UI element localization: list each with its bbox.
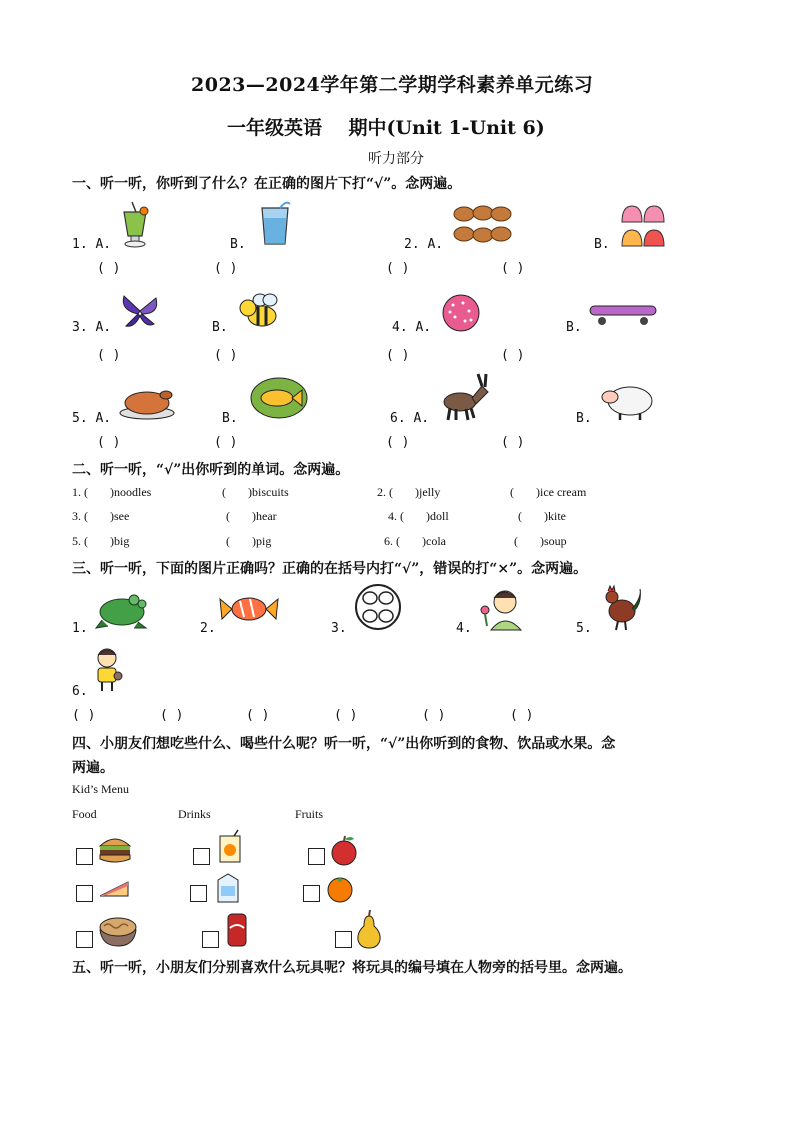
pear-picture — [356, 910, 382, 950]
water-picture — [258, 200, 292, 246]
sheep-picture — [600, 381, 654, 421]
word-item: ( )pig — [226, 534, 272, 548]
cola-picture — [226, 912, 248, 948]
juice-box-picture — [216, 830, 244, 864]
answer-bracket[interactable]: ( ) — [160, 708, 184, 723]
hamburger-checkbox[interactable] — [76, 848, 93, 865]
section-2-heading: 二、听一听，“√”出你听到的单词。念两遍。 — [72, 462, 350, 478]
word-item: 6. ( )cola — [384, 534, 446, 548]
bee-picture — [238, 290, 282, 330]
s3-label: 6. — [72, 684, 88, 699]
fish-picture — [250, 376, 308, 420]
q2-b-label: B. — [594, 237, 610, 252]
q5-a-label: 5. A. — [72, 411, 112, 426]
word-item: 5. ( )big — [72, 534, 130, 548]
boy-smelling-flower-picture — [477, 586, 523, 632]
word-item: 4. ( )doll — [388, 509, 449, 523]
chicken-picture — [118, 385, 176, 421]
answer-bracket[interactable]: ( ) — [510, 708, 534, 723]
butterfly-picture — [120, 292, 160, 330]
word-item: 1. ( )noodles — [72, 485, 152, 499]
q4-b-label: B. — [566, 320, 582, 335]
word-item: ( )kite — [518, 509, 566, 523]
candy-picture — [220, 591, 278, 627]
noodles-picture — [98, 914, 138, 948]
page-title: 2023—2024学年第二学期学科素养单元练习 — [191, 74, 594, 96]
answer-bracket[interactable]: ( ) — [386, 261, 410, 276]
answer-bracket[interactable]: ( ) — [501, 261, 525, 276]
pear-checkbox[interactable] — [335, 931, 352, 948]
word-item: ( )soup — [514, 534, 567, 548]
skateboard-picture — [588, 302, 658, 328]
answer-bracket[interactable]: ( ) — [214, 348, 238, 363]
cake-checkbox[interactable] — [76, 885, 93, 902]
s3-label: 1. — [72, 621, 88, 636]
word-item: 2. ( )jelly — [377, 485, 441, 499]
word-item: ( )hear — [226, 509, 277, 523]
section-3-heading: 三、听一听，下面的图片正确吗？正确的在括号内打“√”，错误的打“×”。念两遍。 — [72, 561, 588, 577]
cake-picture — [98, 878, 130, 900]
apple-checkbox[interactable] — [308, 848, 325, 865]
answer-bracket[interactable]: ( ) — [97, 261, 121, 276]
orange-checkbox[interactable] — [303, 885, 320, 902]
q2-a-label: 2. A. — [404, 237, 444, 252]
word-item: 3. ( )see — [72, 509, 130, 523]
answer-bracket[interactable]: ( ) — [422, 708, 446, 723]
s3-label: 5. — [576, 621, 592, 636]
s3-label: 2. — [200, 621, 216, 636]
menu-column-fruits: Fruits — [295, 807, 324, 821]
jelly-picture — [618, 202, 666, 248]
answer-bracket[interactable]: ( ) — [501, 348, 525, 363]
apple-picture — [330, 836, 358, 866]
s3-label: 3. — [331, 621, 347, 636]
q5-b-label: B. — [222, 411, 238, 426]
answer-bracket[interactable]: ( ) — [97, 348, 121, 363]
menu-title: Kid’s Menu — [72, 782, 129, 796]
q3-b-label: B. — [212, 320, 228, 335]
boy-eating-picture — [92, 646, 124, 692]
section-4-heading-cont: 两遍。 — [72, 760, 114, 776]
answer-bracket[interactable]: ( ) — [386, 435, 410, 450]
section-4-heading: 四、小朋友们想吃些什么、喝些什么呢？听一听，“√”出你听到的食物、饮品或水果。念 — [72, 736, 616, 752]
page-subtitle: 一年级英语 期中(Unit 1-Unit 6) — [227, 117, 545, 139]
cookies-picture — [452, 204, 512, 246]
hamburger-picture — [98, 834, 132, 864]
eggs-picture — [354, 584, 402, 630]
section-1-heading: 一、听一听，你听到了什么？在正确的图片下打“√”。念两遍。 — [72, 176, 462, 192]
q4-a-label: 4. A. — [392, 320, 432, 335]
milk-picture — [212, 872, 242, 904]
word-item: ( )ice cream — [510, 485, 587, 499]
answer-bracket[interactable]: ( ) — [214, 261, 238, 276]
q1-b-label: B. — [230, 237, 246, 252]
q6-b-label: B. — [576, 411, 592, 426]
milk-checkbox[interactable] — [190, 885, 207, 902]
frog-picture — [94, 590, 148, 630]
menu-column-food: Food — [72, 807, 97, 821]
answer-bracket[interactable]: ( ) — [501, 435, 525, 450]
q1-a-label: 1. A. — [72, 237, 112, 252]
answer-bracket[interactable]: ( ) — [97, 435, 121, 450]
q3-a-label: 3. A. — [72, 320, 112, 335]
ball-picture — [441, 293, 481, 333]
answer-bracket[interactable]: ( ) — [72, 708, 96, 723]
s3-label: 4. — [456, 621, 472, 636]
word-item: ( )biscuits — [222, 485, 289, 499]
part-label: 听力部分 — [368, 151, 424, 167]
noodles-checkbox[interactable] — [76, 931, 93, 948]
section-5-heading: 五、听一听，小朋友们分别喜欢什么玩具呢？将玩具的编号填在人物旁的括号里。念两遍。 — [72, 960, 632, 976]
donkey-picture — [438, 372, 490, 422]
answer-bracket[interactable]: ( ) — [386, 348, 410, 363]
rooster-picture — [598, 585, 644, 631]
juice-picture — [118, 202, 152, 248]
answer-bracket[interactable]: ( ) — [334, 708, 358, 723]
menu-column-drinks: Drinks — [178, 807, 211, 821]
q6-a-label: 6. A. — [390, 411, 430, 426]
answer-bracket[interactable]: ( ) — [246, 708, 270, 723]
cola-checkbox[interactable] — [202, 931, 219, 948]
juice-checkbox[interactable] — [193, 848, 210, 865]
answer-bracket[interactable]: ( ) — [214, 435, 238, 450]
orange-picture — [326, 876, 354, 904]
